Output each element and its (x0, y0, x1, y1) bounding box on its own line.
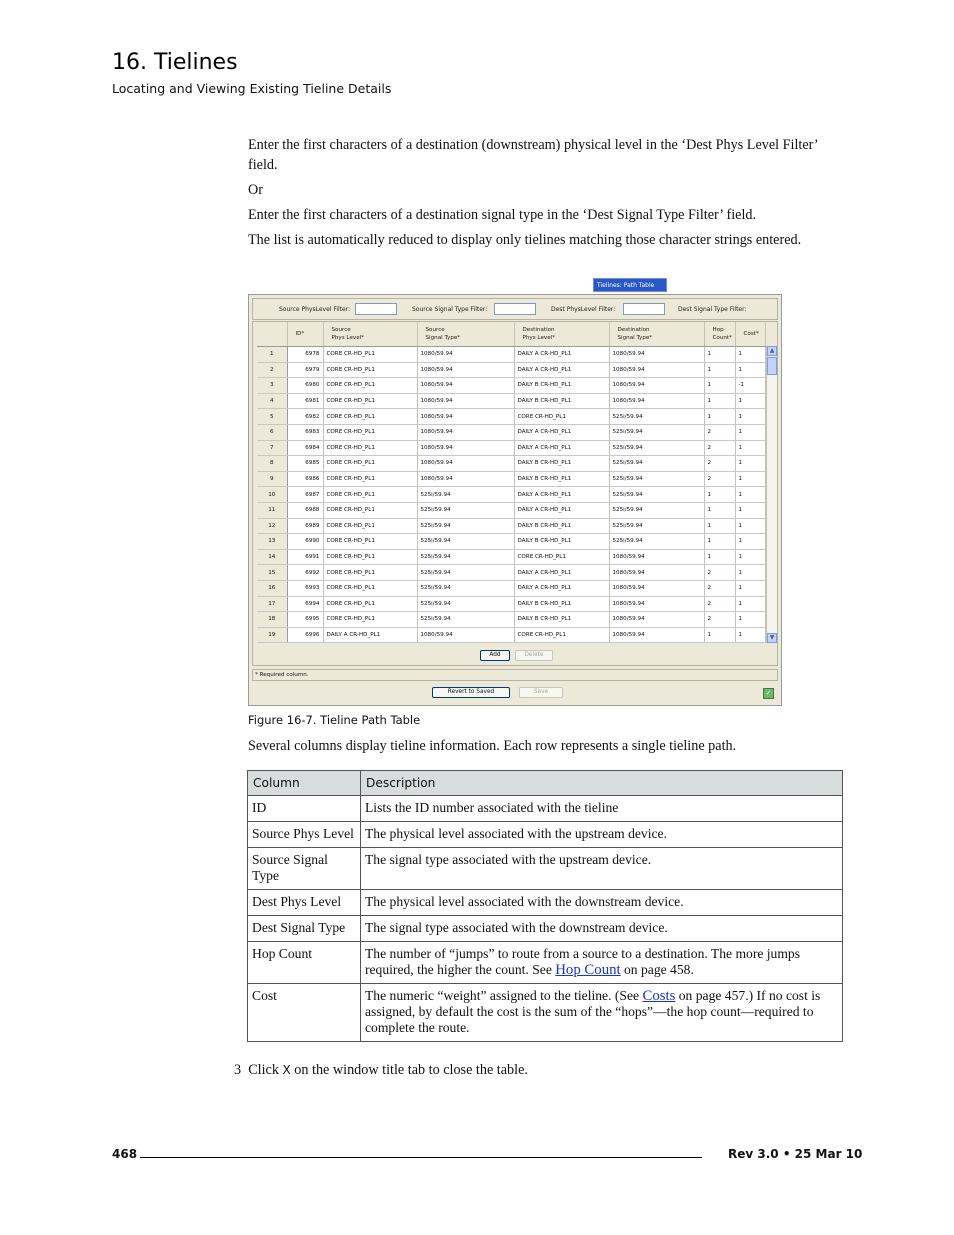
paragraph-or: Or (248, 182, 263, 198)
table-row (248, 848, 843, 890)
grid-cell[interactable]: 1 (735, 534, 765, 550)
grid-cell[interactable]: 1 (735, 362, 765, 378)
table-row (248, 916, 843, 942)
hop-count-link[interactable]: Hop Count (555, 962, 621, 978)
table-row (248, 822, 843, 848)
grid-cell[interactable]: 525i/59.94 (417, 580, 514, 596)
grid-cell[interactable]: 525i/59.94 (417, 565, 514, 581)
grid-cell[interactable]: 6990 (287, 534, 323, 550)
table-row[interactable] (257, 612, 765, 628)
grid-cell[interactable]: 1 (704, 393, 735, 409)
grid-cell[interactable]: 1 (704, 487, 735, 503)
grid-cell[interactable]: 1080/59.94 (417, 424, 514, 440)
table-row (248, 942, 843, 984)
column-description: Lists the ID number associated with the tieline (361, 796, 843, 822)
row-number: 15 (257, 565, 287, 581)
grid-cell[interactable]: 6992 (287, 565, 323, 581)
grid-cell[interactable]: 6989 (287, 518, 323, 534)
table-row (248, 890, 843, 916)
row-number: 17 (257, 596, 287, 612)
grid-cell[interactable]: 1 (704, 518, 735, 534)
paragraph-list-reduced: The list is automatically reduced to display only tielines matching those character strings entered. (248, 232, 802, 248)
grid-cell[interactable]: 1 (735, 471, 765, 487)
step-number: 3 (234, 1062, 242, 1078)
tieline-grid (252, 321, 778, 666)
grid-cell[interactable]: 6991 (287, 549, 323, 565)
grid-cell[interactable]: CORE CR-HD_PL1 (323, 347, 417, 363)
grid-cell[interactable]: 1080/59.94 (609, 393, 704, 409)
grid-cell[interactable]: 6986 (287, 471, 323, 487)
grid-cell[interactable]: 1 (735, 580, 765, 596)
grid-cell[interactable]: 2 (704, 471, 735, 487)
grid-cell[interactable]: 525i/59.94 (609, 534, 704, 550)
table-row[interactable] (257, 627, 765, 643)
grid-cell[interactable]: 6983 (287, 424, 323, 440)
required-column-note: * Required column. (255, 672, 309, 678)
filter-bar (252, 298, 778, 320)
grid-cell[interactable]: CORE CR-HD_PL1 (514, 409, 609, 425)
column-description: The signal type associated with the upstream device. (361, 848, 843, 890)
grid-cell[interactable]: 525i/59.94 (417, 518, 514, 534)
column-description: The signal type associated with the downstream device. (361, 916, 843, 942)
grid-cell[interactable]: DAILY B CR-HD_PL1 (514, 471, 609, 487)
path-table (257, 322, 766, 643)
source-phys-filter-label: Source PhysLevel Filter: (279, 306, 351, 313)
grid-cell[interactable]: CORE CR-HD_PL1 (323, 440, 417, 456)
row-number-header (257, 322, 287, 347)
add-button[interactable]: Add (480, 650, 510, 661)
costs-link[interactable]: Costs (642, 988, 676, 1004)
column-header[interactable]: ID* (287, 322, 323, 347)
grid-cell[interactable]: 525i/59.94 (417, 612, 514, 628)
source-signal-filter-label: Source Signal Type Filter: (412, 306, 488, 313)
section-subtitle: Locating and Viewing Existing Tieline Details (112, 81, 392, 96)
column-name: Dest Signal Type (248, 916, 361, 942)
table-row[interactable] (257, 596, 765, 612)
grid-cell[interactable]: 1 (704, 627, 735, 643)
row-number: 2 (257, 362, 287, 378)
grid-cell[interactable]: 1 (735, 424, 765, 440)
table-row (248, 984, 843, 1042)
grid-cell[interactable]: 2 (704, 580, 735, 596)
grid-cell[interactable]: DAILY A CR-HD_PL1 (514, 580, 609, 596)
grid-cell[interactable]: CORE CR-HD_PL1 (514, 549, 609, 565)
grid-cell[interactable]: 1 (735, 565, 765, 581)
scroll-up-icon[interactable]: ▲ (767, 346, 777, 356)
grid-cell[interactable]: 1080/59.94 (609, 596, 704, 612)
grid-cell[interactable]: 2 (704, 456, 735, 472)
scroll-down-icon[interactable]: ▼ (767, 633, 777, 643)
dest-signal-filter-label: Dest Signal Type Filter: (678, 306, 747, 313)
revert-to-saved-button[interactable]: Revert to Saved (432, 687, 510, 698)
column-header[interactable]: Destination Signal Type* (609, 322, 704, 347)
desc-text: The number of “jumps” to route from a source to a destination. The more jumps required, the higher the count. See (365, 946, 801, 977)
grid-cell[interactable]: 525i/59.94 (609, 424, 704, 440)
table-row (248, 796, 843, 822)
table-row[interactable] (257, 502, 765, 518)
header-column: Column (248, 771, 361, 796)
grid-cell[interactable]: 2 (704, 596, 735, 612)
column-name: Source Phys Level (248, 822, 361, 848)
grid-cell[interactable]: 6994 (287, 596, 323, 612)
column-header[interactable]: Source Phys Level* (323, 322, 417, 347)
grid-cell[interactable]: 1080/59.94 (417, 362, 514, 378)
row-number: 13 (257, 534, 287, 550)
column-description (361, 984, 843, 1042)
grid-cell[interactable]: DAILY B CR-HD_PL1 (514, 393, 609, 409)
grid-cell[interactable]: 6979 (287, 362, 323, 378)
row-number: 11 (257, 502, 287, 518)
grid-cell[interactable]: 2 (704, 424, 735, 440)
grid-cell[interactable]: 1080/59.94 (609, 362, 704, 378)
column-name: Source Signal Type (248, 848, 361, 890)
row-number: 19 (257, 627, 287, 643)
grid-cell[interactable]: -1 (735, 378, 765, 394)
column-name: Cost (248, 984, 361, 1042)
grid-cell[interactable]: DAILY B CR-HD_PL1 (514, 518, 609, 534)
table-row[interactable] (257, 518, 765, 534)
column-name: Dest Phys Level (248, 890, 361, 916)
row-number: 5 (257, 409, 287, 425)
table-row[interactable] (257, 471, 765, 487)
grid-cell[interactable]: DAILY A CR-HD_PL1 (514, 487, 609, 503)
table-row[interactable] (257, 347, 765, 363)
page-number: 468 (112, 1147, 138, 1161)
grid-cell[interactable]: 1080/59.94 (609, 612, 704, 628)
grid-cell[interactable]: 1080/59.94 (417, 347, 514, 363)
grid-cell[interactable]: 1080/59.94 (417, 378, 514, 394)
header-description: Description (361, 771, 843, 796)
grid-cell[interactable]: DAILY A CR-HD_PL1 (514, 440, 609, 456)
grid-cell[interactable]: 525i/59.94 (609, 440, 704, 456)
grid-cell[interactable]: 1 (704, 502, 735, 518)
vertical-scrollbar[interactable] (766, 346, 777, 643)
grid-cell[interactable]: CORE CR-HD_PL1 (323, 409, 417, 425)
paragraph-dest-phys: Enter the first characters of a destination (downstream) physical level in the ‘Dest Phys Level Filter’ field. (248, 137, 818, 173)
column-name: Hop Count (248, 942, 361, 984)
grid-cell[interactable]: DAILY B CR-HD_PL1 (514, 456, 609, 472)
grid-cell[interactable]: 2 (704, 440, 735, 456)
scroll-thumb[interactable] (767, 357, 777, 375)
grid-cell[interactable]: 1 (704, 534, 735, 550)
row-number: 9 (257, 471, 287, 487)
grid-cell[interactable]: 1080/59.94 (609, 347, 704, 363)
grid-cell[interactable]: 1080/59.94 (609, 565, 704, 581)
grid-cell[interactable]: 1 (735, 393, 765, 409)
desc-text: on page 458. (620, 962, 694, 977)
grid-cell[interactable]: 1080/59.94 (417, 393, 514, 409)
table-row[interactable] (257, 456, 765, 472)
grid-cell[interactable]: 525i/59.94 (609, 456, 704, 472)
source-signal-filter-input[interactable] (494, 303, 536, 315)
window-title-tab[interactable]: Tielines: Path Table (593, 278, 667, 292)
grid-cell[interactable]: DAILY B CR-HD_PL1 (514, 612, 609, 628)
grid-cell[interactable]: 1 (735, 456, 765, 472)
column-description-table (247, 770, 843, 1042)
grid-cell[interactable]: 1 (735, 596, 765, 612)
column-header[interactable]: Hop Count* (704, 322, 735, 347)
grid-cell[interactable]: 1 (704, 549, 735, 565)
row-number: 18 (257, 612, 287, 628)
grid-cell[interactable]: CORE CR-HD_PL1 (323, 393, 417, 409)
grid-cell[interactable]: 525i/59.94 (609, 487, 704, 503)
row-number: 1 (257, 347, 287, 363)
grid-cell[interactable]: 6984 (287, 440, 323, 456)
table-row[interactable] (257, 565, 765, 581)
grid-cell[interactable]: 2 (704, 565, 735, 581)
column-header[interactable]: Source Signal Type* (417, 322, 514, 347)
grid-cell[interactable]: 1080/59.94 (609, 378, 704, 394)
grid-cell[interactable]: 1 (735, 409, 765, 425)
grid-cell[interactable]: 1 (735, 347, 765, 363)
column-description: The physical level associated with the upstream device. (361, 822, 843, 848)
grid-cell[interactable]: 1 (735, 487, 765, 503)
grid-cell[interactable]: 1 (704, 378, 735, 394)
grid-cell[interactable]: 6985 (287, 456, 323, 472)
grid-cell[interactable]: 525i/59.94 (417, 487, 514, 503)
grid-cell[interactable]: 525i/59.94 (609, 409, 704, 425)
grid-cell[interactable]: 6987 (287, 487, 323, 503)
desc-text: on page 457.) If no cost is assigned, by default the cost is the sum of the “hops”—the hop count—required to complete the route. (365, 988, 821, 1035)
column-header[interactable]: Destination Phys Level* (514, 322, 609, 347)
delete-button[interactable]: Delete (515, 650, 553, 661)
row-number: 12 (257, 518, 287, 534)
column-name: ID (248, 796, 361, 822)
grid-cell[interactable]: 6995 (287, 612, 323, 628)
row-number: 10 (257, 487, 287, 503)
grid-cell[interactable]: 1080/59.94 (417, 471, 514, 487)
row-number: 16 (257, 580, 287, 596)
column-description (361, 942, 843, 984)
paragraph-dest-signal: Enter the first characters of a destination signal type in the ‘Dest Signal Type Filter’ field. (248, 207, 757, 223)
chapter-title: 16. Tielines (112, 50, 238, 75)
grid-cell[interactable]: DAILY B CR-HD_PL1 (514, 596, 609, 612)
grid-cell[interactable]: 2 (704, 612, 735, 628)
table-row[interactable] (257, 534, 765, 550)
grid-cell[interactable]: 525i/59.94 (609, 471, 704, 487)
grid-cell[interactable]: 525i/59.94 (609, 518, 704, 534)
table-row[interactable] (257, 362, 765, 378)
grid-cell[interactable]: CORE CR-HD_PL1 (323, 580, 417, 596)
table-row[interactable] (257, 580, 765, 596)
grid-cell[interactable]: DAILY B CR-HD_PL1 (514, 534, 609, 550)
grid-cell[interactable]: 1 (704, 409, 735, 425)
grid-cell[interactable]: 6996 (287, 627, 323, 643)
row-number: 8 (257, 456, 287, 472)
grid-cell[interactable]: 525i/59.94 (417, 534, 514, 550)
paragraph-columns-info: Several columns display tieline information. Each row represents a single tieline path. (248, 738, 737, 754)
grid-cell[interactable]: CORE CR-HD_PL1 (323, 362, 417, 378)
table-row[interactable] (257, 393, 765, 409)
table-row[interactable] (257, 487, 765, 503)
status-icon[interactable]: ✓ (763, 688, 774, 699)
table-row[interactable] (257, 378, 765, 394)
grid-cell[interactable]: DAILY A CR-HD_PL1 (514, 362, 609, 378)
grid-cell[interactable]: CORE CR-HD_PL1 (323, 487, 417, 503)
grid-cell[interactable]: CORE CR-HD_PL1 (323, 612, 417, 628)
desc-text: The numeric “weight” assigned to the tieline. (See (365, 988, 643, 1003)
grid-cell[interactable]: 525i/59.94 (417, 596, 514, 612)
grid-cell[interactable]: 1080/59.94 (609, 627, 704, 643)
save-button[interactable]: Save (519, 687, 563, 698)
grid-cell[interactable]: DAILY A CR-HD_PL1 (323, 627, 417, 643)
grid-cell[interactable]: 525i/59.94 (417, 549, 514, 565)
close-key: X (282, 1063, 291, 1077)
row-number: 3 (257, 378, 287, 394)
grid-cell[interactable]: CORE CR-HD_PL1 (323, 378, 417, 394)
column-header[interactable]: Cost* (735, 322, 765, 347)
grid-cell[interactable]: 1 (735, 612, 765, 628)
column-description: The physical level associated with the downstream device. (361, 890, 843, 916)
grid-cell[interactable]: CORE CR-HD_PL1 (323, 456, 417, 472)
step-text: Click (248, 1062, 283, 1078)
grid-cell[interactable]: CORE CR-HD_PL1 (323, 502, 417, 518)
tieline-path-table-window (248, 294, 782, 706)
grid-cell[interactable]: 1 (735, 502, 765, 518)
grid-cell[interactable]: 6993 (287, 580, 323, 596)
dest-phys-filter-input[interactable] (623, 303, 665, 315)
grid-cell[interactable]: 1080/59.94 (417, 440, 514, 456)
grid-cell[interactable]: CORE CR-HD_PL1 (323, 534, 417, 550)
table-row[interactable] (257, 440, 765, 456)
grid-cell[interactable]: 1 (704, 362, 735, 378)
grid-cell[interactable]: 525i/59.94 (609, 502, 704, 518)
grid-cell[interactable]: CORE CR-HD_PL1 (323, 565, 417, 581)
table-row[interactable] (257, 549, 765, 565)
grid-cell[interactable]: 6988 (287, 502, 323, 518)
grid-cell[interactable]: 1080/59.94 (609, 549, 704, 565)
revision-date: Rev 3.0 • 25 Mar 10 (728, 1147, 863, 1161)
step-text: on the window title tab to close the table. (290, 1062, 528, 1078)
grid-cell[interactable]: DAILY A CR-HD_PL1 (514, 565, 609, 581)
grid-cell[interactable]: 6981 (287, 393, 323, 409)
grid-cell[interactable]: 1080/59.94 (417, 456, 514, 472)
footer-rule (140, 1157, 702, 1158)
grid-cell[interactable]: CORE CR-HD_PL1 (323, 549, 417, 565)
row-number: 6 (257, 424, 287, 440)
grid-cell[interactable]: CORE CR-HD_PL1 (323, 424, 417, 440)
grid-cell[interactable]: 1 (735, 627, 765, 643)
grid-cell[interactable]: 1 (735, 549, 765, 565)
source-phys-filter-input[interactable] (355, 303, 397, 315)
table-row[interactable] (257, 409, 765, 425)
row-number: 14 (257, 549, 287, 565)
grid-cell[interactable]: 1 (735, 440, 765, 456)
step-3 (234, 1062, 528, 1079)
grid-cell[interactable]: 1080/59.94 (609, 580, 704, 596)
grid-cell[interactable]: 6978 (287, 347, 323, 363)
required-note-bar (252, 669, 778, 681)
grid-cell[interactable]: 525i/59.94 (417, 502, 514, 518)
dest-phys-filter-label: Dest PhysLevel Filter: (551, 306, 616, 313)
grid-cell[interactable]: DAILY A CR-HD_PL1 (514, 347, 609, 363)
grid-cell[interactable]: 1080/59.94 (417, 627, 514, 643)
grid-cell[interactable]: CORE CR-HD_PL1 (323, 596, 417, 612)
grid-cell[interactable]: 1080/59.94 (417, 409, 514, 425)
grid-cell[interactable]: DAILY B CR-HD_PL1 (514, 378, 609, 394)
row-number: 4 (257, 393, 287, 409)
grid-cell[interactable]: 6980 (287, 378, 323, 394)
grid-cell[interactable]: DAILY A CR-HD_PL1 (514, 502, 609, 518)
grid-cell[interactable]: CORE CR-HD_PL1 (323, 471, 417, 487)
grid-cell[interactable]: 1 (704, 347, 735, 363)
grid-cell[interactable]: 1 (735, 518, 765, 534)
grid-cell[interactable]: CORE CR-HD_PL1 (323, 518, 417, 534)
table-row[interactable] (257, 424, 765, 440)
figure-caption: Figure 16-7. Tieline Path Table (248, 713, 421, 727)
grid-cell[interactable]: DAILY A CR-HD_PL1 (514, 424, 609, 440)
grid-cell[interactable]: CORE CR-HD_PL1 (514, 627, 609, 643)
row-number: 7 (257, 440, 287, 456)
grid-cell[interactable]: 6982 (287, 409, 323, 425)
